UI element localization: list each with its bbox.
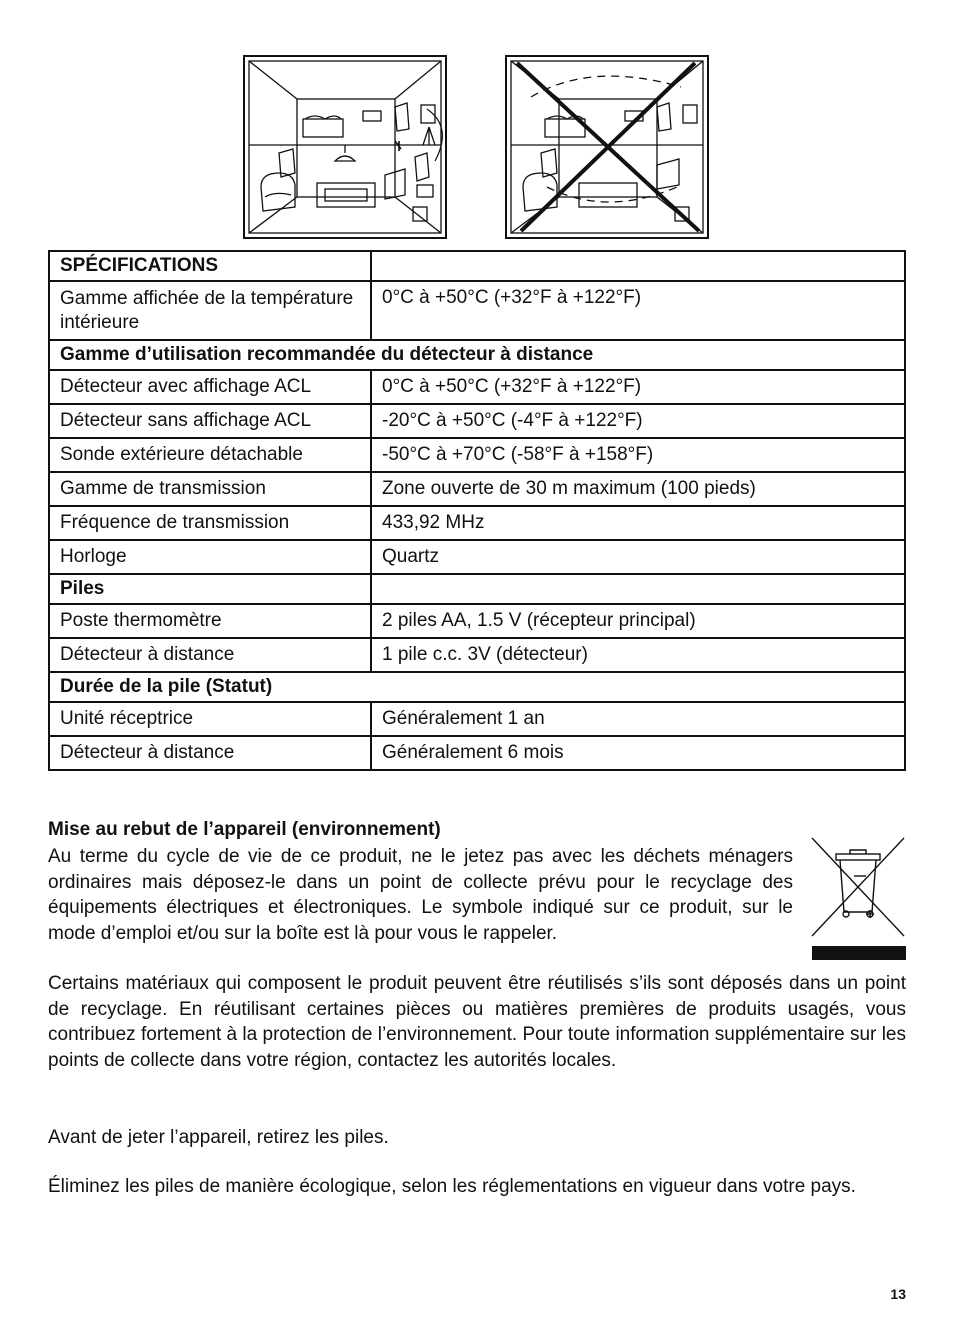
spec-label: Gamme affichée de la température intérieure — [49, 281, 371, 340]
table-header-row — [49, 251, 905, 281]
spec-value: 0°C à +50°C (+32°F à +122°F) — [371, 281, 905, 340]
section-heading: Gamme d’utilisation recommandée du détecteur à distance — [49, 340, 905, 370]
spec-value: Généralement 1 an — [371, 702, 905, 736]
table-row — [49, 540, 905, 574]
table-row — [49, 404, 905, 438]
table-header-empty — [371, 251, 905, 281]
spec-value: 0°C à +50°C (+32°F à +122°F) — [371, 370, 905, 404]
spec-label: Poste thermomètre — [49, 604, 371, 638]
table-header: SPÉCIFICATIONS — [49, 251, 371, 281]
spec-label: Détecteur à distance — [49, 736, 371, 770]
section-heading-empty — [371, 574, 905, 604]
table-row — [49, 702, 905, 736]
spec-label: Unité réceptrice — [49, 702, 371, 736]
disposal-paragraph-2: Certains matériaux qui composent le produit peuvent être réutilisés s’ils sont déposés dans un point de recyclage. En réutilisant certaines pièces ou matières premières de produits usagés, vous contribuez fortement à la protection de l’environnement. Pour toute information supplémentaire sur les points de collecte dans votre région, contactez les autorités locales. — [48, 973, 906, 1071]
spec-value: 2 piles AA, 1.5 V (récepteur principal) — [371, 604, 905, 638]
table-row — [49, 472, 905, 506]
spec-label: Détecteur sans affichage ACL — [49, 404, 371, 438]
table-row — [49, 638, 905, 672]
section-heading: Durée de la pile (Statut) — [49, 672, 905, 702]
spec-value: -50°C à +70°C (-58°F à +158°F) — [371, 438, 905, 472]
spec-value: Généralement 6 mois — [371, 736, 905, 770]
table-row — [49, 736, 905, 770]
spec-value: Quartz — [371, 540, 905, 574]
room-illustration-incorrect — [505, 55, 709, 239]
disposal-paragraph-1: Au terme du cycle de vie de ce produit, ne le jetez pas avec les déchets ménagers ordinaires mais déposez-le dans un point de collecte prévu pour le recyclage des équipements électriques et électroniques. Le symbole indiqué sur ce produit, sur le mode d’emploi et/ou sur la boîte est là pour vous le rappeler. — [48, 846, 793, 944]
disposal-paragraph-4: Éliminez les piles de manière écologique, selon les réglementations en vigueur dans votre pays. — [48, 1176, 856, 1197]
spec-label: Fréquence de transmission — [49, 506, 371, 540]
spec-label: Détecteur à distance — [49, 638, 371, 672]
spec-value: -20°C à +50°C (-4°F à +122°F) — [371, 404, 905, 438]
spec-label: Horloge — [49, 540, 371, 574]
table-row — [49, 604, 905, 638]
spec-value: 433,92 MHz — [371, 506, 905, 540]
room-illustration-correct — [243, 55, 447, 239]
table-section-row — [49, 340, 905, 370]
table-row — [49, 281, 905, 340]
table-row — [49, 438, 905, 472]
room-drawing-crossed — [507, 57, 707, 237]
specifications-table — [48, 250, 906, 771]
disposal-paragraph-3: Avant de jeter l’appareil, retirez les piles. — [48, 1127, 389, 1148]
spec-value: 1 pile c.c. 3V (détecteur) — [371, 638, 905, 672]
table-section-row — [49, 672, 905, 702]
weee-crossed-bin-icon — [810, 836, 906, 962]
spec-label: Sonde extérieure détachable — [49, 438, 371, 472]
table-row — [49, 370, 905, 404]
table-row — [49, 506, 905, 540]
spec-value: Zone ouverte de 30 m maximum (100 pieds) — [371, 472, 905, 506]
section-heading: Piles — [49, 574, 371, 604]
room-drawing — [245, 57, 445, 237]
page-number: 13 — [890, 1286, 906, 1302]
spec-label: Détecteur avec affichage ACL — [49, 370, 371, 404]
disposal-heading: Mise au rebut de l’appareil (environnement) — [48, 819, 441, 840]
spec-label: Gamme de transmission — [49, 472, 371, 506]
table-section-row — [49, 574, 905, 604]
